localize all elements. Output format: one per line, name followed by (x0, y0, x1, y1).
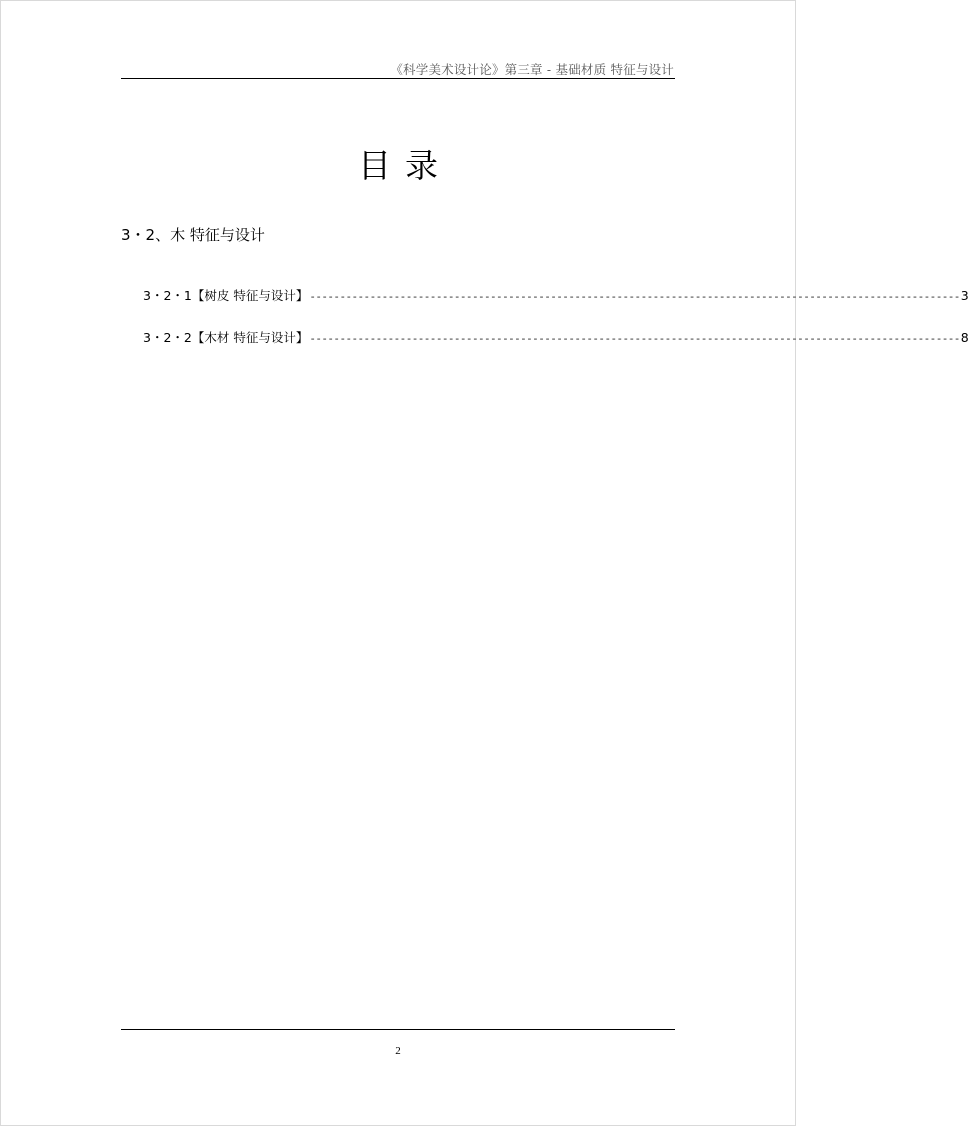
toc-entry-page: 3 (960, 288, 969, 303)
page-title: 目录 (358, 146, 452, 185)
toc-entry-label: 3・2・2【木材 特征与设计】 (143, 330, 309, 345)
toc-entry-page: 8 (960, 330, 969, 345)
toc-entry-label: 3・2・1【树皮 特征与设计】 (143, 288, 309, 303)
toc-entry[interactable] (143, 328, 969, 346)
toc-leader-dashes: ------------------------------------------------------------------------------------------------------------ (309, 332, 960, 345)
toc-leader-dashes: ------------------------------------------------------------------------------------------------------------ (309, 290, 960, 303)
header-divider (121, 78, 675, 79)
footer-divider (121, 1029, 675, 1030)
section-heading: 3・2、木 特征与设计 (121, 226, 265, 244)
toc-entry[interactable] (143, 286, 969, 304)
running-header: 《科学美术设计论》第三章 - 基础材质 特征与设计 (390, 62, 674, 77)
page-number: 2 (395, 1045, 401, 1057)
